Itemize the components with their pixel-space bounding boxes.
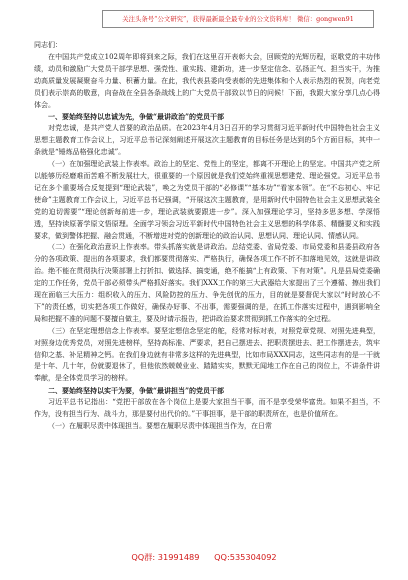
section-heading: 二、要始终坚持以实干为要，争做“最讲担当”的党员干部 <box>48 386 225 396</box>
paragraph: （三）在坚定理想信念上作表率。要坚定想信念坚定的舵，经常对标对表，对照党章党规、对照先进典型，对照身边优秀党员，对照先进榜样，坚持高标准、严要求，把自己摆进去、把职责摆进去、把工作摆进去，筑牢信仰之基、补足精神之钙。在我们身边就有非常多这样的先进典型，比如市局XXX同志，这些同志有的是一干就是十年、几十年，份就要退休了，但他依然兢兢业业、踏踏实实，默默无闻地工作在自己的岗位上，不讲条件讲奉献，是全体党员学习的榜样。 <box>34 326 380 383</box>
paragraph: （一）在履职尽责中体现担当。要想在履职尽责中体现担当作为，在日常 <box>48 422 272 430</box>
section-heading: 一、要始终坚持以忠诚为先，争做“最讲政治”的党员干部 <box>48 112 225 122</box>
footer-qq: QQ:535304092 <box>214 552 277 562</box>
header-banner: 关注头条号“公文研究”，获得最新最全最专业的公文资料库！ 微信：gongwen91 <box>102 10 374 28</box>
paragraph: （一）在加强理论武装上作表率。政治上的坚定、党性上的坚定，都离不开理论上的坚定。中国共产党之所以能够历经磨难而苦难不断发展壮大，很重要的一个原因就是我们党始终重视思想建党、理论强党。习近平总书记在多个重要场合反复提到“理论武装”，唤之为党员干部的“必修课”“基本功”“看家本领”。在“不忘初心、牢记使命”主题教育工作会议上，习近平总书记强调，“开展这次主题教育，是用新时代中国特色社会主义思想武装全党的迫切需要”“理论创新每前进一步，理论武装就要跟进一步”。深入加强理论学习，坚持多思多想、学深悟透，坚持读原著学原文悟原理。全面学习领会习近平新时代中国特色社会主义思想的科学体系、精髓要义和实践要求，做到警体把握、融会贯通，不断增进对党的创新理论的政治认同、思想认同、理论认同、情感认同。 <box>34 160 380 240</box>
paragraph: 对党忠诚，是共产党人首要的政治品质。在2023年4月3日召开的学习贯彻习近平新时代中国特色社会主义思想主题教育工作会议上，习近平总书记深刻阐述开展这次主题教育的目标任务是达到的5个方面目标，其中一条就是“锤炼品格强化忠诚”。 <box>34 124 380 157</box>
document-body <box>34 40 380 538</box>
footer-contact <box>0 550 408 564</box>
paragraph: （二）在强化政治意识上作表率。带头抓落实就是讲政治。总结党委、省局党委、市局党委和县委县政府各分的各项政策、提出的各项要求，我们都要贯彻落实、严格执行，确保各项工作不折不扣落地见效，这就是讲政治。绝不能在贯彻执行决策部署上打折扣、做选择、搞变通，绝不能搞“上有政策、下有对策”。凡是县局党委确定的工作任务，党员干部必须带头严格抓好落实。我们XXX工作的第三大武器给大家提出了三个遵循、擦出我们现在面临三大压力：组织收入的压力、风险防控的压力、争先创优的压力，目的就是要督促大家以“时时放心不下”的责任感，切实把各项工作做好，确保办好事、不出事，需要强调的是，在抓工作落实过程中，遇到影响全局和把握不准的问题不要擅自做主，要及时请示报告，把讲政治要求贯彻到抓工作落实的全过程。 <box>34 243 380 323</box>
paragraph: 在中国共产党成立102周年即将到来之际，我们在这里召开表彰大会，回顾党的光辉历程，讴歌党的丰功伟绩，动员和激励广大党员干部学思想、强党性、重实践、建新功，进一步坚定信念、弘扬正气、担当实干，为推动高质量发展凝聚奋斗力量、积蓄力量。在此，我代表县委向受表彰的先进集体和个人表示热烈的祝贺，向老党员们表示崇高的敬意，向奋战在全县各条战线上的广大党员干部致以节日的问候！下面，我跟大家分享几点心得体会。 <box>34 52 380 109</box>
paragraph: 同志们： <box>34 41 62 49</box>
paragraph: 习近平总书记指出：“党把干部放在各个岗位上是要大家担当干事，而不是享受荣华富贵。如果不担当，不作为，没有担当行为、战斗力，那是要付出代价的。”干事担事，是干部的职责所在，也是价值所在。 <box>34 398 380 419</box>
footer-qq-group: QQ群: 31991489 <box>131 552 200 562</box>
